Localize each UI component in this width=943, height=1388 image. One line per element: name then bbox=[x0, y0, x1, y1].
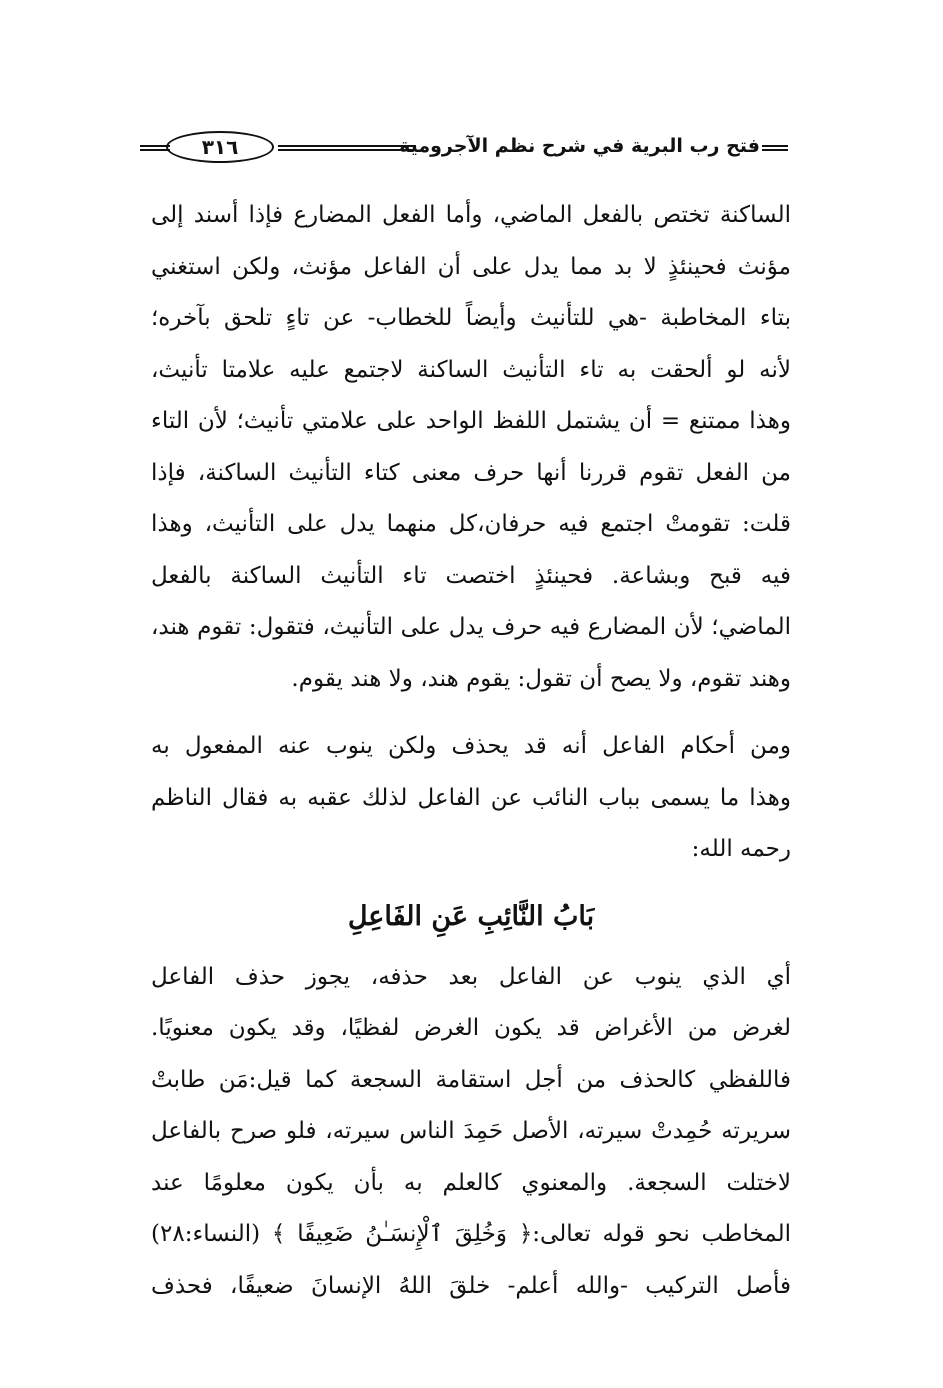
text-line: فاللفظي كالحذف من أجل استقامة السجعة كما قيل:مَن طابتْ bbox=[151, 1066, 791, 1093]
paragraph-3 bbox=[151, 952, 791, 1313]
paragraph-spacer bbox=[151, 705, 791, 721]
text-line: سريرته حُمِدتْ سيرته، الأصل حَمِدَ الناس سيرته، فلو صرح بالفاعل bbox=[151, 1118, 791, 1144]
page-number: ٣١٦ bbox=[166, 131, 274, 163]
text-line: لأنه لو ألحقت به تاء التأنيث الساكنة لاجتمع عليه علامتا تأنيث، bbox=[151, 356, 791, 383]
text-line: فأصل التركيب -والله أعلم- خلقَ اللهُ الإنسانَ ضعيفًا، فحذف bbox=[151, 1272, 791, 1299]
text-line: بتاء المخاطبة -هي للتأنيث وأيضاً للخطاب- عن تاءٍ تلحق بآخره؛ bbox=[151, 305, 791, 331]
text-line: من الفعل تقوم قررنا أنها حرف معنى كتاء التأنيث الساكنة، فإذا bbox=[151, 459, 791, 486]
text-line: فيه قبح وبشاعة. فحينئذٍ اختصت تاء التأنيث الساكنة بالفعل bbox=[151, 562, 791, 589]
text-line: وهند تقوم، ولا يصح أن تقول: يقوم هند، ولا هند يقوم. bbox=[291, 665, 791, 692]
text-line: مؤنث فحينئذٍ لا بد مما يدل على أن الفاعل مؤنث، ولكن استغني bbox=[151, 253, 791, 280]
header-rule-left bbox=[140, 145, 170, 151]
text-line: المخاطب نحو قوله تعالى:﴿ وَخُلِقَ ٱلْإِنسَـٰنُ ضَعِيفًا ﴾ (النساء:٢٨) bbox=[151, 1221, 791, 1247]
text-line: ومن أحكام الفاعل أنه قد يحذف ولكن ينوب عنه المفعول به bbox=[151, 733, 791, 759]
paragraph-1 bbox=[151, 190, 791, 705]
text-line: أي الذي ينوب عن الفاعل بعد حذفه، يجوز حذف الفاعل bbox=[151, 963, 791, 990]
text-line: لغرض من الأغراض قد يكون الغرض لفظيًا، وقد يكون معنويًا. bbox=[151, 1015, 791, 1041]
text-line: رحمه الله: bbox=[691, 836, 791, 862]
header-rule-middle bbox=[278, 145, 416, 151]
header-rule-right bbox=[762, 145, 788, 151]
text-line: لاختلت السجعة. والمعنوي كالعلم به بأن يكون معلومًا عند bbox=[151, 1169, 791, 1196]
text-line: قلت: تقومتْ اجتمع فيه حرفان،كل منهما يدل على التأنيث، وهذا bbox=[151, 511, 791, 537]
text-line: وهذا ممتنع = أن يشتمل اللفظ الواحد على علامتي تأنيث؛ لأن التاء bbox=[151, 408, 791, 434]
text-line: الساكنة تختص بالفعل الماضي، وأما الفعل المضارع فإذا أسند إلى bbox=[151, 202, 791, 228]
text-line: الماضي؛ لأن المضارع فيه حرف يدل على التأنيث، فتقول: تقوم هند، bbox=[151, 614, 791, 640]
running-header bbox=[140, 131, 788, 171]
book-title: فتح رب البرية في شرح نظم الآجرومية bbox=[399, 135, 760, 157]
text-line: وهذا ما يسمى بباب النائب عن الفاعل لذلك عقبه به فقال الناظم bbox=[151, 784, 791, 811]
page-body bbox=[151, 190, 791, 1312]
paragraph-2 bbox=[151, 721, 791, 876]
section-heading: بَابُ النَّائِبِ عَنِ الفَاعِلِ bbox=[347, 900, 595, 932]
